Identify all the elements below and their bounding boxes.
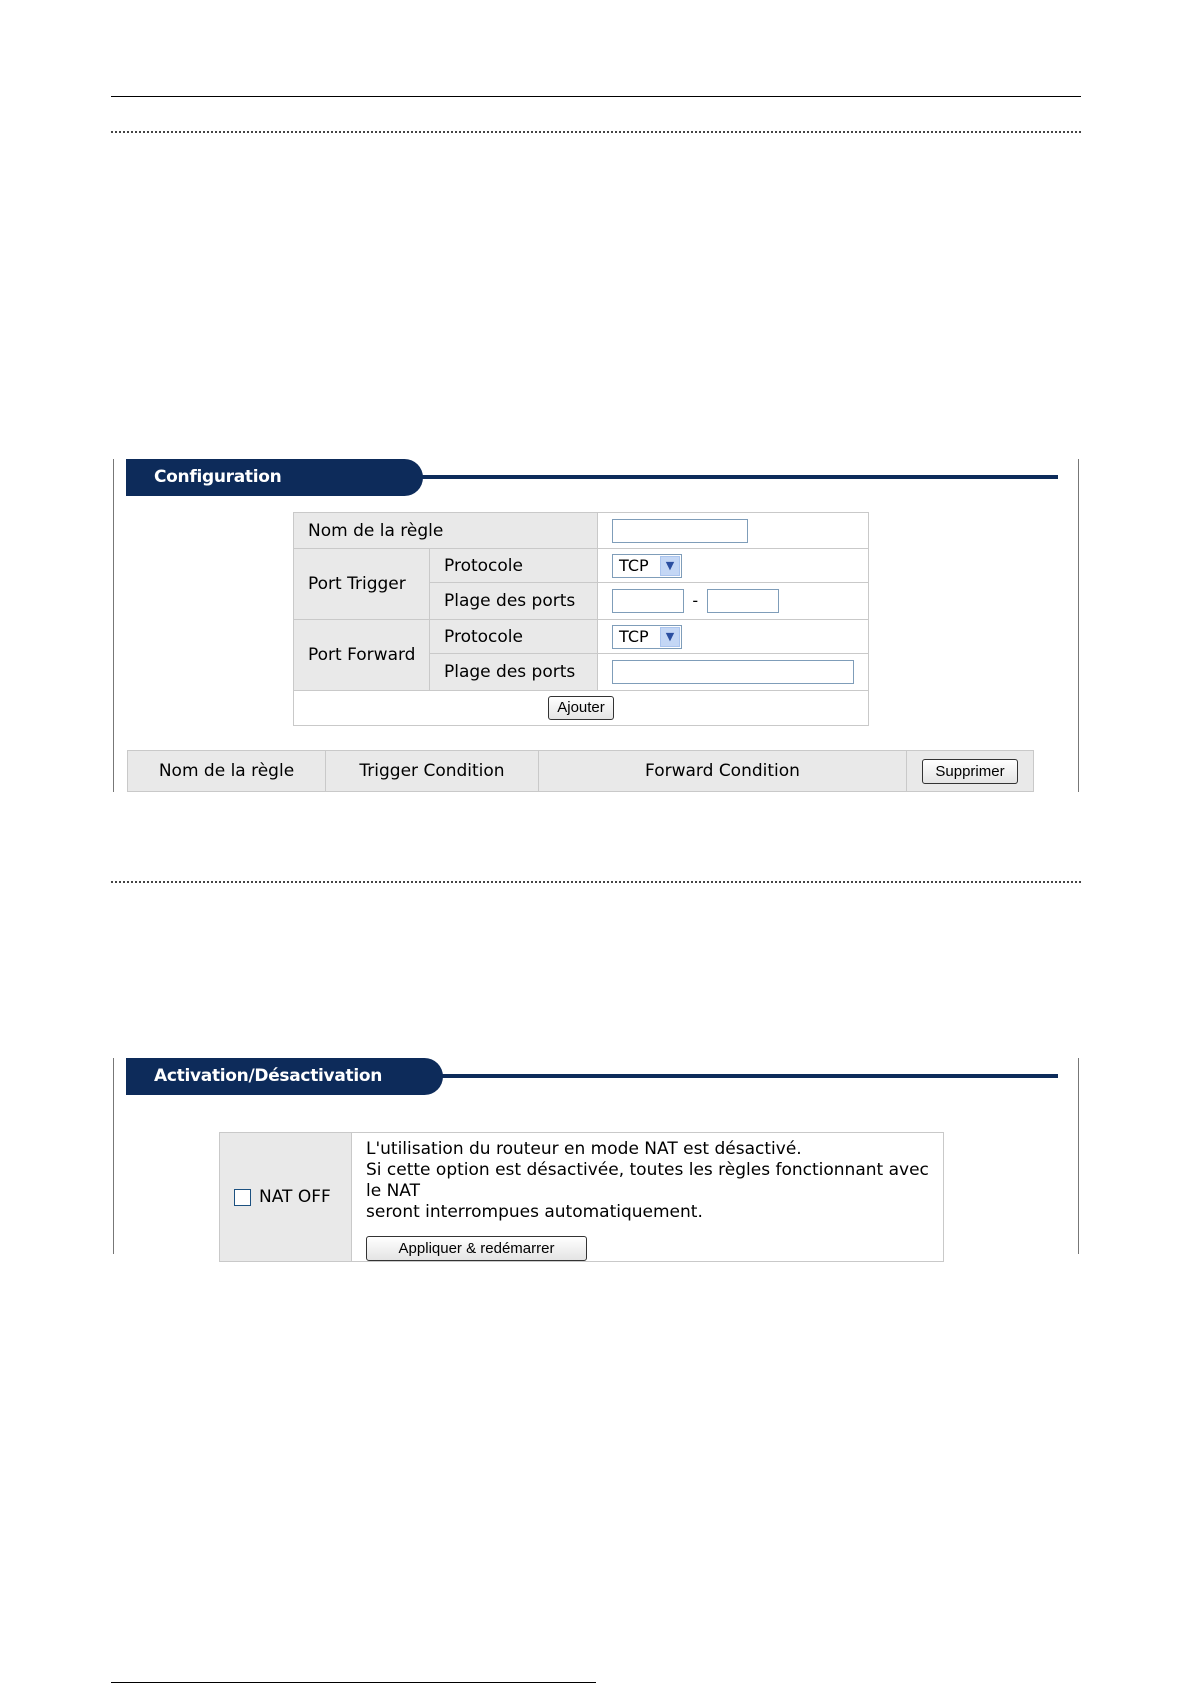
forward-protocol-select[interactable] <box>612 625 682 649</box>
chevron-down-icon: ▼ <box>660 627 680 647</box>
header-rule-name: Nom de la règle <box>128 751 326 792</box>
forward-range-input[interactable] <box>612 660 854 684</box>
rule-name-label: Nom de la règle <box>294 513 598 549</box>
header-rule <box>111 96 1081 97</box>
forward-range-label: Plage des ports <box>430 654 598 691</box>
section-divider-2 <box>111 881 1081 883</box>
trigger-range-label: Plage des ports <box>430 583 598 620</box>
add-row <box>294 691 869 726</box>
nat-description-line-3: seront interrompues automatiquement. <box>366 1202 703 1222</box>
tab-line <box>434 1074 1058 1078</box>
nat-off-checkbox[interactable] <box>234 1189 251 1206</box>
forward-range-cell <box>598 654 869 691</box>
trigger-protocol-label: Protocole <box>430 549 598 583</box>
trigger-protocol-select[interactable] <box>612 554 682 578</box>
nat-table <box>219 1132 944 1262</box>
rule-config-table <box>293 512 869 726</box>
nat-off-label: NAT OFF <box>259 1187 331 1207</box>
configuration-tab: Configuration <box>126 459 423 496</box>
nat-description-line-2: Si cette option est désactivée, toutes les règles fonctionnant avec le NAT <box>366 1160 929 1201</box>
rules-list-table <box>127 750 1034 792</box>
delete-button[interactable]: Supprimer <box>922 759 1018 784</box>
forward-protocol-value: TCP <box>619 627 649 646</box>
trigger-range-end-input[interactable] <box>707 589 779 613</box>
forward-protocol-cell <box>598 620 869 654</box>
tab-line <box>414 475 1058 479</box>
apply-restart-button[interactable]: Appliquer & redémarrer <box>366 1236 587 1261</box>
activation-panel <box>113 1058 1079 1257</box>
forward-protocol-label: Protocole <box>430 620 598 654</box>
trigger-protocol-cell <box>598 549 869 583</box>
nat-description-line-1: L'utilisation du routeur en mode NAT est désactivé. <box>366 1139 802 1159</box>
header-trigger-condition: Trigger Condition <box>326 751 539 792</box>
nat-description-cell <box>352 1133 944 1262</box>
trigger-protocol-value: TCP <box>619 556 649 575</box>
activation-tab: Activation/Désactivation <box>126 1058 443 1095</box>
chevron-down-icon: ▼ <box>660 556 680 576</box>
nat-off-cell <box>220 1133 352 1262</box>
port-trigger-label: Port Trigger <box>294 549 430 620</box>
trigger-range-cell <box>598 583 869 620</box>
range-separator: - <box>692 591 699 610</box>
header-forward-condition: Forward Condition <box>539 751 907 792</box>
configuration-panel <box>113 459 1079 792</box>
section-divider-1 <box>111 131 1081 133</box>
rule-name-cell <box>598 513 869 549</box>
footer-rule <box>111 1682 596 1683</box>
delete-cell <box>907 751 1034 792</box>
rule-name-input[interactable] <box>612 519 748 543</box>
add-button[interactable]: Ajouter <box>548 696 614 720</box>
trigger-range-start-input[interactable] <box>612 589 684 613</box>
port-forward-label: Port Forward <box>294 620 430 691</box>
